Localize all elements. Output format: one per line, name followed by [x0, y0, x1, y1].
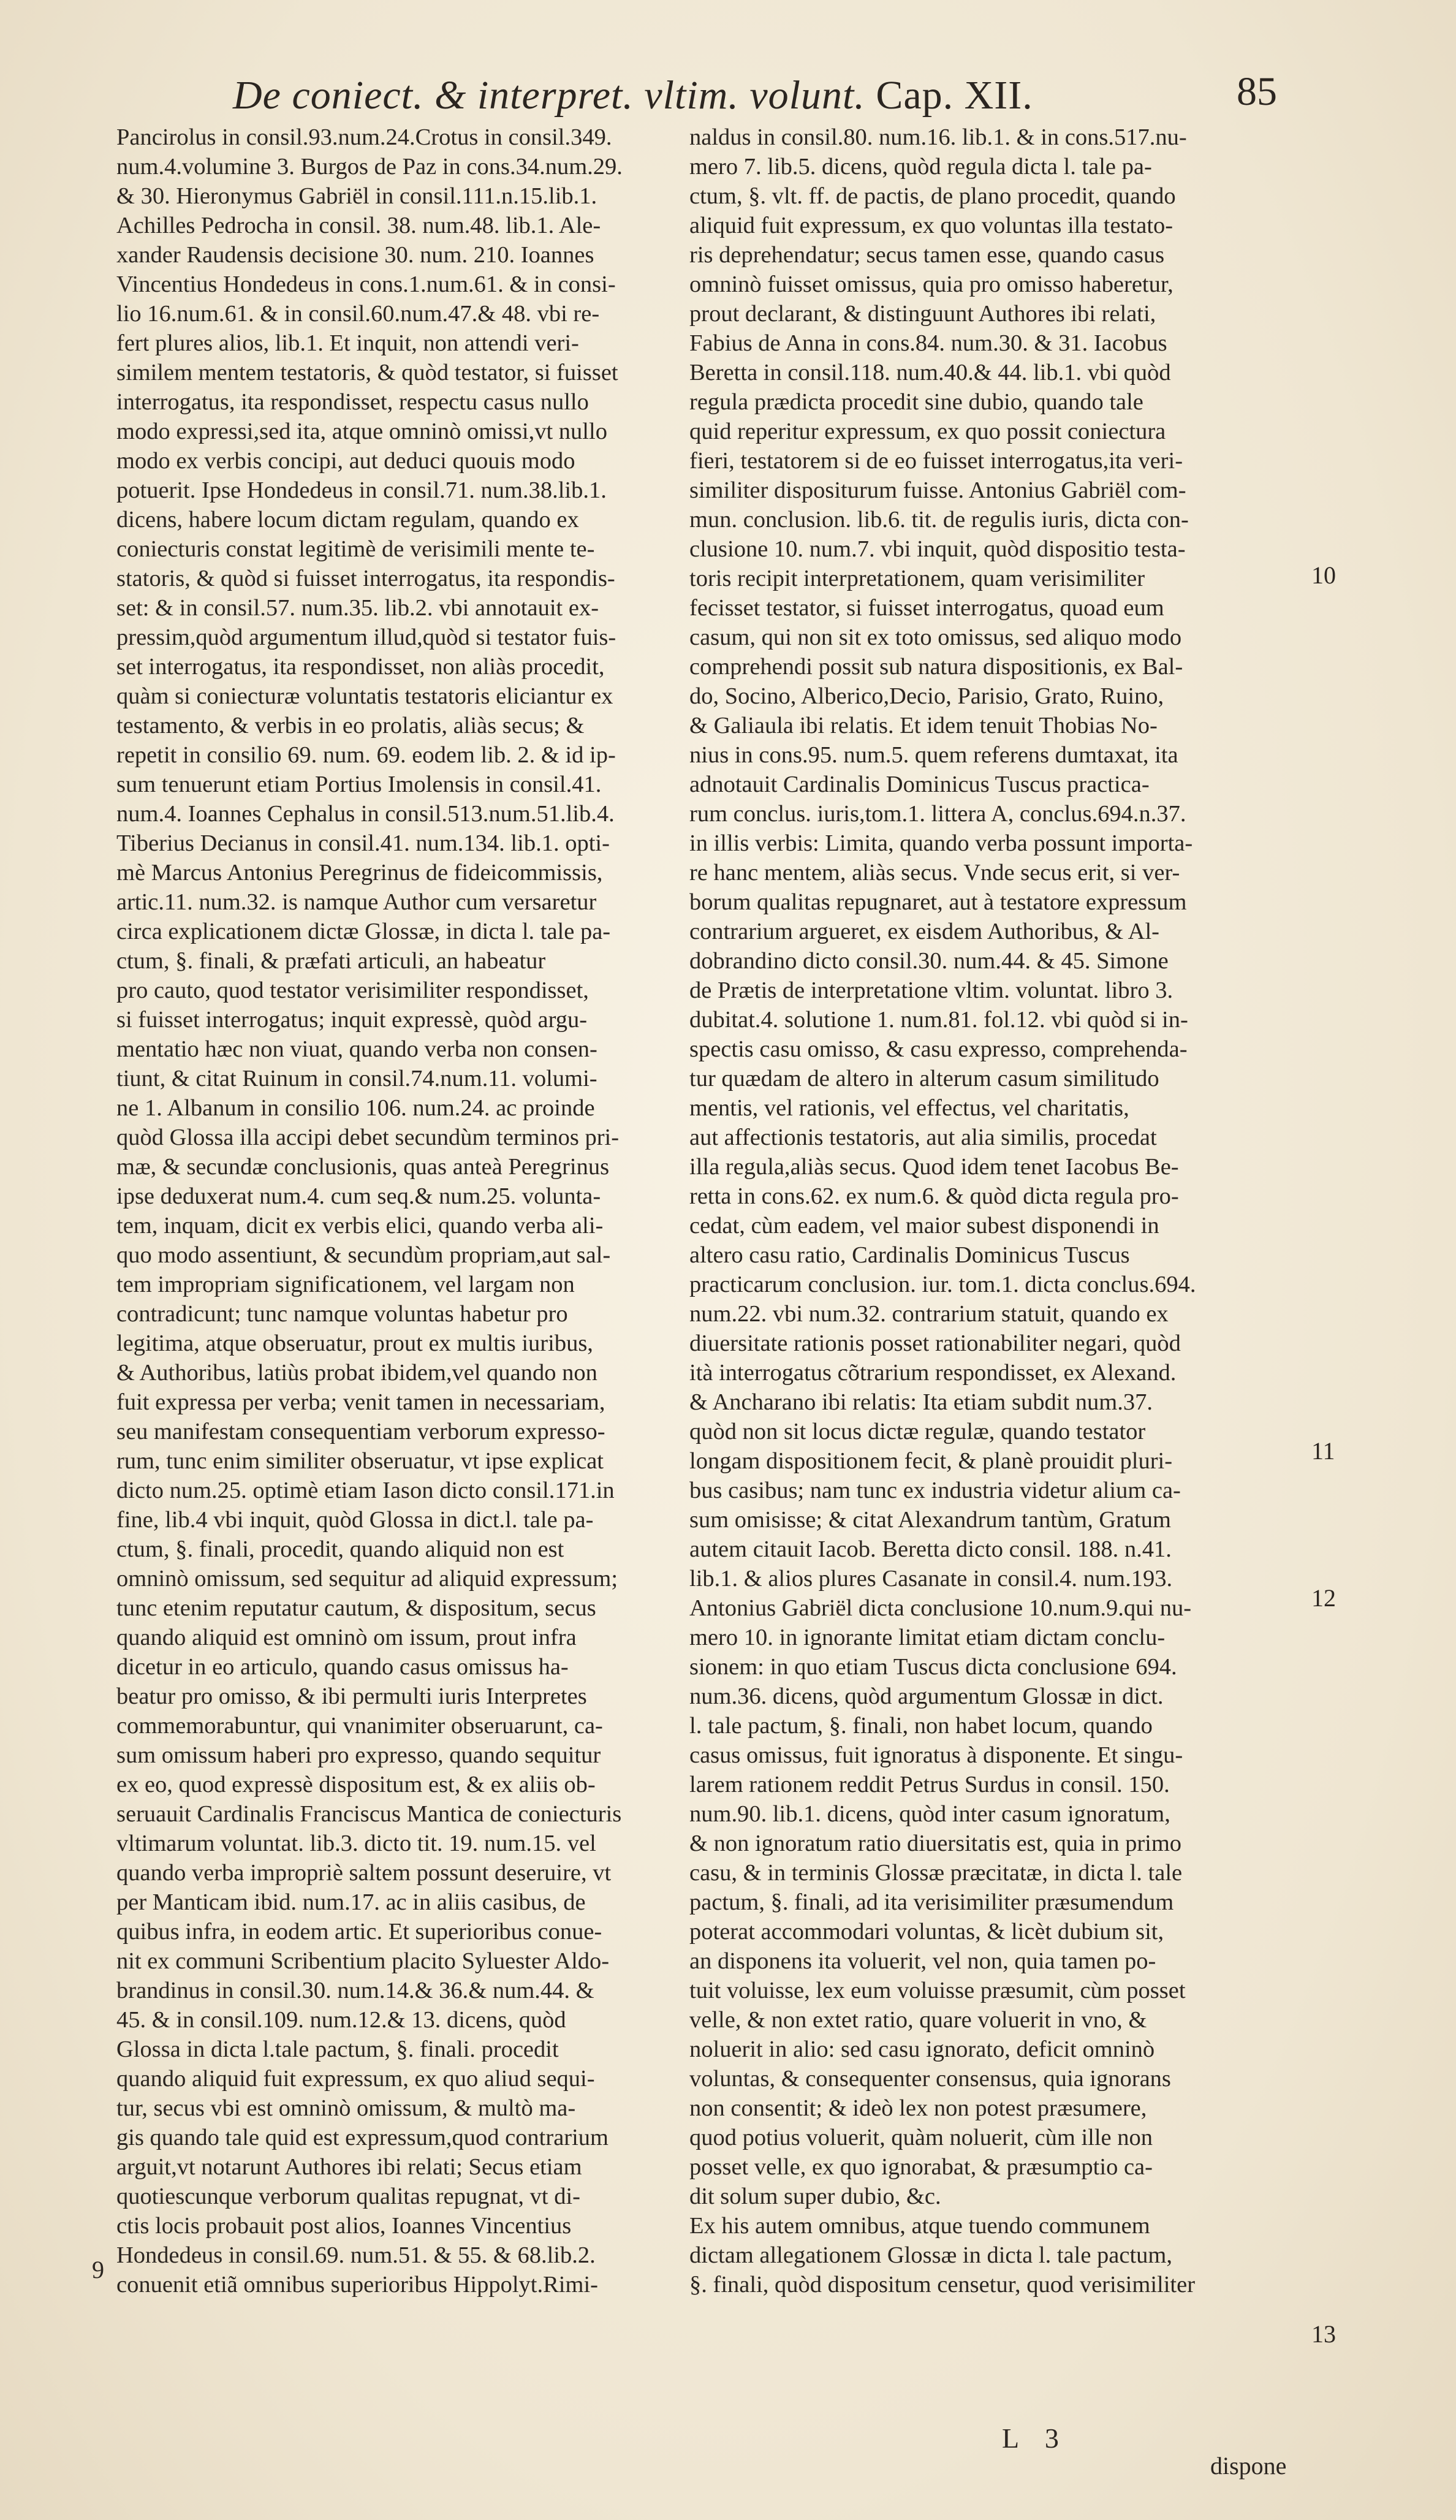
text-line: mæ, & secundæ conclusionis, quas anteà Peregrinus	[116, 1154, 610, 1180]
text-line: autem citauit Iacob. Beretta dicto consil. 188. n.41.	[689, 1536, 1172, 1562]
margin-number: 12	[1311, 1584, 1336, 1612]
text-line: noluerit in alio: sed casu ignorato, deficit omninò	[689, 2036, 1155, 2062]
text-line: velle, & non extet ratio, quare voluerit in vno, &	[689, 2007, 1147, 2033]
text-line: omninò fuisset omissus, quia pro omisso haberetur,	[689, 271, 1174, 297]
text-line: tur quædam de altero in alterum casum similitudo	[689, 1066, 1159, 1091]
text-line: poterat accommodari voluntas, & licèt dubium sit,	[689, 1919, 1164, 1945]
text-line: quibus infra, in eodem artic. Et superioribus conue-	[116, 1919, 602, 1945]
text-line: omninò omissum, sed sequitur ad aliquid expressum;	[116, 1566, 618, 1592]
text-line: fert plures alios, lib.1. Et inquit, non attendi veri-	[116, 330, 579, 356]
text-line: Vincentius Hondedeus in cons.1.num.61. & in consi-	[116, 271, 616, 297]
text-line: quòd non sit locus dictæ regulæ, quando testator	[689, 1419, 1146, 1444]
text-line: tuit voluisse, lex eum voluisse præsumit, cùm posset	[689, 1978, 1186, 2003]
text-line: quando aliquid est omninò om issum, prout infra	[116, 1625, 577, 1650]
text-line: fuit expressa per verba; venit tamen in necessariam,	[116, 1389, 605, 1415]
text-line: longam dispositionem fecit, & planè prouidit pluri-	[689, 1448, 1173, 1474]
text-line: dubitat.4. solutione 1. num.81. fol.12. vbi quòd si in-	[689, 1007, 1188, 1033]
text-line: casus omissus, fuit ignoratus à disponente. Et singu-	[689, 1742, 1183, 1768]
text-line: sionem: in quo etiam Tuscus dicta conclusione 694.	[689, 1654, 1177, 1680]
text-line: Hondedeus in consil.69. num.51. & 55. & 68.lib.2.	[116, 2242, 596, 2268]
text-line: nius in cons.95. num.5. quem referens dumtaxat, ita	[689, 742, 1178, 768]
text-line: Pancirolus in consil.93.num.24.Crotus in consil.349.	[116, 124, 612, 150]
text-line: lio 16.num.61. & in consil.60.num.47.& 48. vbi re-	[116, 301, 600, 327]
text-line: fecisset testator, si fuisset interrogatus, quoad eum	[689, 595, 1164, 621]
text-line: & Authoribus, latiùs probat ibidem,vel quando non	[116, 1360, 597, 1386]
text-line: illa regula,aliàs secus. Quod idem tenet Iacobus Be-	[689, 1154, 1179, 1180]
text-line: ctum, §. finali, & præfati articuli, an habeatur	[116, 948, 546, 974]
text-line: practicarum conclusion. iur. tom.1. dicta conclus.694.	[689, 1272, 1196, 1297]
text-line: mero 7. lib.5. dicens, quòd regula dicta l. tale pa-	[689, 154, 1152, 180]
text-line: xander Raudensis decisione 30. num. 210. Ioannes	[116, 242, 594, 268]
text-line: clusione 10. num.7. vbi inquit, quòd dispositio testa-	[689, 536, 1186, 562]
text-line: & non ignoratum ratio diuersitatis est, quia in primo	[689, 1831, 1182, 1856]
text-line: beatur pro omisso, & ibi permulti iuris Interpretes	[116, 1683, 587, 1709]
catchword: dispone	[1210, 2452, 1287, 2480]
text-line: conuenit etiã omnibus superioribus Hippolyt.Rimi-	[116, 2272, 598, 2298]
text-line: & 30. Hieronymus Gabriël in consil.111.n.15.lib.1.	[116, 183, 597, 209]
text-line: coniecturis constat legitimè de verisimili mente te-	[116, 536, 595, 562]
text-line: quàm si coniecturæ voluntatis testatoris eliciantur ex	[116, 683, 613, 709]
text-line: Antonius Gabriël dicta conclusione 10.num.9.qui nu-	[689, 1595, 1192, 1621]
text-line: Tiberius Decianus in consil.41. num.134. lib.1. opti-	[116, 830, 610, 856]
text-line: voluntas, & consequenter consensus, quia ignorans	[689, 2066, 1171, 2092]
text-line: fieri, testatorem si de eo fuisset interrogatus,ita veri-	[689, 448, 1183, 474]
text-line: posset velle, ex quo ignorabat, & præsumptio ca-	[689, 2154, 1153, 2180]
text-line: 45. & in consil.109. num.12.& 13. dicens, quòd	[116, 2007, 566, 2033]
text-line: pressim,quòd argumentum illud,quòd si testator fuis-	[116, 624, 616, 650]
text-line: quotiescunque verborum qualitas repugnat, vt di-	[116, 2184, 580, 2209]
text-line: dit solum super dubio, &c.	[689, 2184, 941, 2209]
text-line: aliquid fuit expressum, ex quo voluntas illa testato-	[689, 213, 1174, 238]
text-line: naldus in consil.80. num.16. lib.1. & in cons.517.nu-	[689, 124, 1187, 150]
text-line: l. tale pactum, §. finali, non habet locum, quando	[689, 1713, 1153, 1739]
text-line: §. finali, quòd dispositum censetur, quod verisimiliter	[689, 2272, 1196, 2298]
text-line: casu, & in terminis Glossæ præcitatæ, in dicta l. tale	[689, 1860, 1183, 1886]
right-column	[689, 123, 1275, 2299]
text-line: similem mentem testatoris, & quòd testator, si fuisset	[116, 360, 618, 385]
text-line: si fuisset interrogatus; inquit expressè, quòd argu-	[116, 1007, 588, 1033]
text-line: dobrandino dicto consil.30. num.44. & 45. Simone	[689, 948, 1169, 974]
text-line: testamento, & verbis in eo prolatis, aliàs secus; &	[116, 713, 585, 738]
text-line: tiunt, & citat Ruinum in consil.74.num.11. volumi-	[116, 1066, 597, 1091]
text-line: tunc etenim reputatur cautum, & dispositum, secus	[116, 1595, 596, 1621]
text-line: Achilles Pedrocha in consil. 38. num.48. lib.1. Ale-	[116, 213, 601, 238]
text-line: pro cauto, quod testator verisimiliter respondisset,	[116, 977, 589, 1003]
text-line: casum, qui non sit ex toto omissus, sed aliquo modo	[689, 624, 1182, 650]
text-line: re hanc mentem, aliàs secus. Vnde secus erit, si ver-	[689, 860, 1180, 886]
text-line: ipse deduxerat num.4. cum seq.& num.25. volunta-	[116, 1183, 601, 1209]
text-line: interrogatus, ita respondisset, respectu casus nullo	[116, 389, 589, 415]
text-line: ctis locis probauit post alios, Ioannes Vincentius	[116, 2213, 572, 2239]
text-line: Fabius de Anna in cons.84. num.30. & 31. Iacobus	[689, 330, 1167, 356]
text-line: rum, tunc enim similiter obseruatur, vt ipse explicat	[116, 1448, 604, 1474]
text-line: aut affectionis testatoris, aut alia similis, procedat	[689, 1125, 1157, 1150]
margin-number: 10	[1311, 561, 1336, 589]
text-line: sum tenuerunt etiam Portius Imolensis in consil.41.	[116, 772, 602, 797]
text-line: arguit,vt notarunt Authores ibi relati; Secus etiam	[116, 2154, 582, 2180]
text-line: num.4. Ioannes Cephalus in consil.513.num.51.lib.4.	[116, 801, 615, 827]
text-line: dicens, habere locum dictam regulam, quando ex	[116, 507, 579, 533]
text-line: mentis, vel rationis, vel effectus, vel charitatis,	[689, 1095, 1129, 1121]
text-line: do, Socino, Alberico,Decio, Parisio, Grato, Ruino,	[689, 683, 1164, 709]
text-line: regula prædicta procedit sine dubio, quando tale	[689, 389, 1143, 415]
text-line: num.22. vbi num.32. contrarium statuit, quando ex	[689, 1301, 1169, 1327]
text-line: set interrogatus, ita respondisset, non aliàs procedit,	[116, 654, 605, 680]
text-line: similiter dispositurum fuisse. Antonius Gabriël com-	[689, 477, 1186, 503]
text-line: Glossa in dicta l.tale pactum, §. finali. procedit	[116, 2036, 559, 2062]
text-line: diuersitate rationis posset rationabiliter negari, quòd	[689, 1330, 1181, 1356]
text-line: artic.11. num.32. is namque Author cum versaretur	[116, 889, 597, 915]
text-line: spectis casu omisso, & casu expresso, comprehenda-	[689, 1036, 1188, 1062]
text-line: per Manticam ibid. num.17. ac in aliis casibus, de	[116, 1889, 586, 1915]
text-line: tem, inquam, dicit ex verbis elici, quando verba ali-	[116, 1213, 604, 1239]
text-line: quo modo assentiunt, & secundùm propriam,aut sal-	[116, 1242, 611, 1268]
text-line: & Ancharano ibi relatis: Ita etiam subdit num.37.	[689, 1389, 1153, 1415]
text-line: potuerit. Ipse Hondedeus in consil.71. num.38.lib.1.	[116, 477, 607, 503]
text-line: lib.1. & alios plures Casanate in consil.4. num.193.	[689, 1566, 1173, 1592]
text-line: vltimarum voluntat. lib.3. dicto tit. 19. num.15. vel	[116, 1831, 596, 1856]
text-line: quando verba impropriè saltem possunt deseruire, vt	[116, 1860, 612, 1886]
text-line: nit ex communi Scribentium placito Syluester Aldo-	[116, 1948, 610, 1974]
text-line: dicto num.25. optimè etiam Iason dicto consil.171.in	[116, 1478, 615, 1503]
text-line: legitima, atque obseruatur, prout ex multis iuribus,	[116, 1330, 593, 1356]
text-line: repetit in consilio 69. num. 69. eodem lib. 2. & id ip-	[116, 742, 616, 768]
text-line: circa explicationem dictæ Glossæ, in dicta l. tale pa-	[116, 919, 611, 944]
text-line: altero casu ratio, Cardinalis Dominicus Tuscus	[689, 1242, 1130, 1268]
running-head-chapter: Cap. XII.	[876, 73, 1033, 118]
text-line: toris recipit interpretationem, quam verisimiliter	[689, 566, 1145, 591]
margin-number: 11	[1311, 1437, 1335, 1465]
text-line: ris deprehendatur; secus tamen esse, quando casus	[689, 242, 1165, 268]
text-line: quòd Glossa illa accipi debet secundùm terminos pri-	[116, 1125, 620, 1150]
text-line: tur, secus vbi est omninò omissum, & multò ma-	[116, 2095, 576, 2121]
text-line: mero 10. in ignorante limitat etiam dictam conclu-	[689, 1625, 1166, 1650]
margin-number: 13	[1311, 2320, 1336, 2348]
text-line: contrarium argueret, ex eisdem Authoribus, & Al-	[689, 919, 1159, 944]
text-line: pactum, §. finali, ad ita verisimiliter præsumendum	[689, 1889, 1174, 1915]
text-line: cedat, cùm eadem, vel maior subest disponendi in	[689, 1213, 1159, 1239]
text-line: quando aliquid fuit expressum, ex quo aliud sequi-	[116, 2066, 595, 2092]
text-line: rum conclus. iuris,tom.1. littera A, conclus.694.n.37.	[689, 801, 1186, 827]
text-line: ne 1. Albanum in consilio 106. num.24. ac proinde	[116, 1095, 595, 1121]
text-line: Beretta in consil.118. num.40.& 44. lib.1. vbi quòd	[689, 360, 1171, 385]
text-line: & Galiaula ibi relatis. Et idem tenuit Thobias No-	[689, 713, 1158, 738]
text-line: num.4.volumine 3. Burgos de Paz in cons.34.num.29.	[116, 154, 623, 180]
text-line: mè Marcus Antonius Peregrinus de fideicommissis,	[116, 860, 603, 886]
text-line: contradicunt; tunc namque voluntas habetur pro	[116, 1301, 568, 1327]
text-line: seruauit Cardinalis Franciscus Mantica de coniecturis	[116, 1801, 622, 1827]
text-line: larem rationem reddit Petrus Surdus in consil. 150.	[689, 1772, 1170, 1797]
text-line: sum omisisse; & citat Alexandrum tantùm, Gratum	[689, 1507, 1171, 1533]
text-line: ex eo, quod expressè dispositum est, & ex aliis ob-	[116, 1772, 596, 1797]
text-line: fine, lib.4 vbi inquit, quòd Glossa in dict.l. tale pa-	[116, 1507, 594, 1533]
text-line: dictam allegationem Glossæ in dicta l. tale pactum,	[689, 2242, 1172, 2268]
running-head	[233, 72, 1275, 119]
text-line: adnotauit Cardinalis Dominicus Tuscus practica-	[689, 772, 1150, 797]
text-line: set: & in consil.57. num.35. lib.2. vbi annotauit ex-	[116, 595, 599, 621]
margin-number: 9	[92, 2256, 104, 2283]
text-line: quod potius voluerit, quàm noluerit, cùm ille non	[689, 2125, 1153, 2150]
text-line: non consentit; & ideò lex non potest præsumere,	[689, 2095, 1147, 2121]
text-line: tem impropriam significationem, vel largam non	[116, 1272, 575, 1297]
text-line: statoris, & quòd si fuisset interrogatus, ita respondis-	[116, 566, 615, 591]
text-line: borum qualitas repugnaret, aut à testatore expressum	[689, 889, 1187, 915]
text-line: seu manifestam consequentiam verborum expresso-	[116, 1419, 605, 1444]
text-line: quid reperitur expressum, ex quo possit coniectura	[689, 419, 1166, 444]
text-line: ctum, §. finali, procedit, quando aliquid non est	[116, 1536, 564, 1562]
text-line: de Prætis de interpretatione vltim. voluntat. libro 3.	[689, 977, 1174, 1003]
text-line: modo expressi,sed ita, atque omninò omissi,vt nullo	[116, 419, 607, 444]
text-line: Ex his autem omnibus, atque tuendo communem	[689, 2213, 1150, 2239]
text-line: dicetur in eo articulo, quando casus omissus ha-	[116, 1654, 569, 1680]
text-line: mentatio hæc non viuat, quando verba non consen-	[116, 1036, 597, 1062]
text-line: num.36. dicens, quòd argumentum Glossæ in dict.	[689, 1683, 1164, 1709]
text-line: sum omissum haberi pro expresso, quando sequitur	[116, 1742, 601, 1768]
text-line: num.90. lib.1. dicens, quòd inter casum ignoratum,	[689, 1801, 1170, 1827]
text-line: gis quando tale quid est expressum,quod contrarium	[116, 2125, 609, 2150]
text-line: ctum, §. vlt. ff. de pactis, de plano procedit, quando	[689, 183, 1176, 209]
text-line: commemorabuntur, qui vnanimiter obseruarunt, ca-	[116, 1713, 603, 1739]
text-line: retta in cons.62. ex num.6. & quòd dicta regula pro-	[689, 1183, 1179, 1209]
text-line: ità interrogatus cõtrarium respondisset, ex Alexand.	[689, 1360, 1177, 1386]
text-line: in illis verbis: Limita, quando verba possunt importa-	[689, 830, 1193, 856]
text-line: prout declarant, & distinguunt Authores ibi relati,	[689, 301, 1156, 327]
text-line: mun. conclusion. lib.6. tit. de regulis iuris, dicta con-	[689, 507, 1189, 533]
left-column	[116, 123, 686, 2299]
text-line: bus casibus; nam tunc ex industria videtur alium ca-	[689, 1478, 1181, 1503]
text-line: comprehendi possit sub natura dispositionis, ex Bal-	[689, 654, 1183, 680]
page-number: 85	[1237, 69, 1277, 114]
signature-mark: L 3	[1002, 2423, 1069, 2454]
running-head-title: De coniect. & interpret. vltim. volunt.	[233, 73, 865, 118]
text-line: modo ex verbis concipi, aut deduci quouis modo	[116, 448, 575, 474]
text-line: brandinus in consil.30. num.14.& 36.& num.44. &	[116, 1978, 594, 2003]
text-line: an disponens ita voluerit, vel non, quia tamen po-	[689, 1948, 1156, 1974]
